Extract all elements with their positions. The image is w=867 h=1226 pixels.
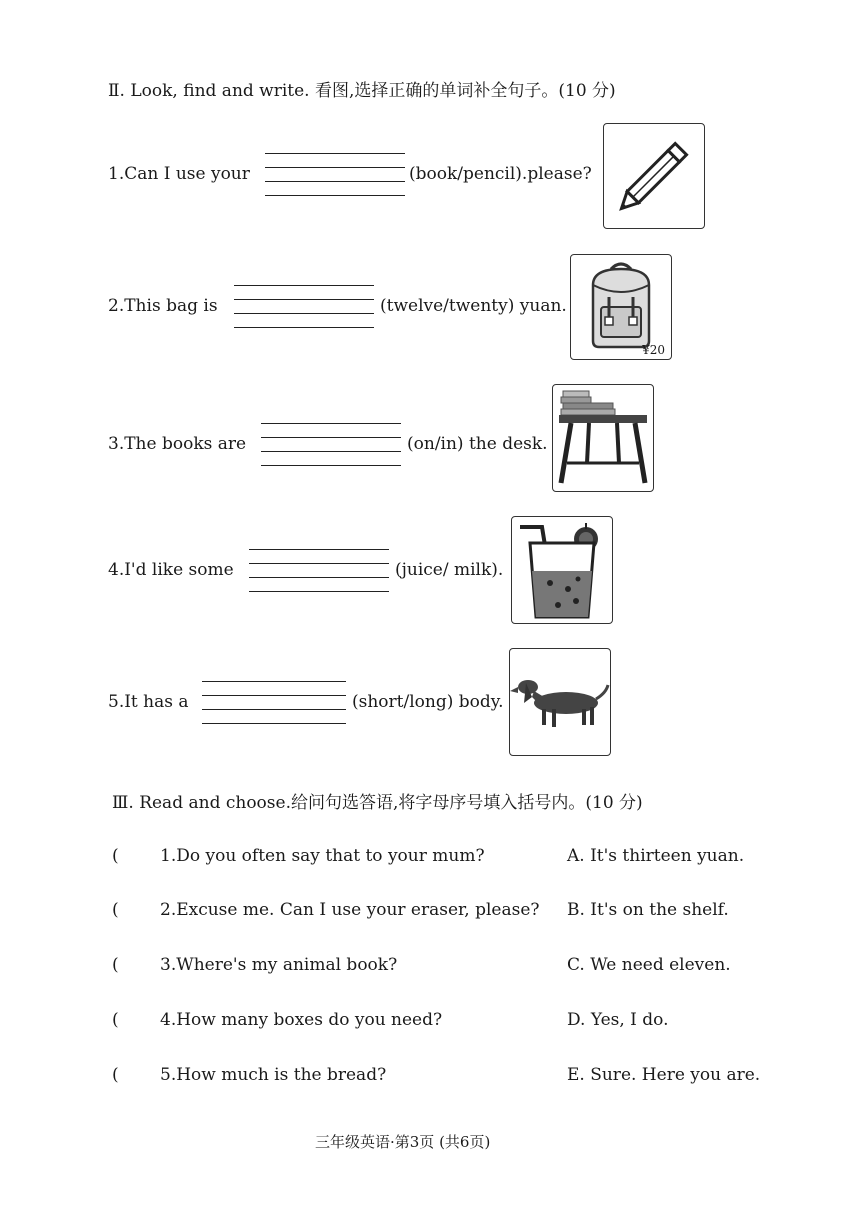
mc-question-3: 3.Where's my animal book? xyxy=(160,955,398,975)
mc-answer-e: E. Sure. Here you are. xyxy=(567,1065,761,1085)
mc-question-2: 2.Excuse me. Can I use your eraser, please? xyxy=(160,900,540,920)
question-1-text: 1.Can I use your xyxy=(108,164,250,184)
mc-answer-c: C. We need eleven. xyxy=(567,955,731,975)
question-3-options: (on/in) the desk. xyxy=(407,434,548,454)
question-4-options: (juice/ milk). xyxy=(395,560,504,580)
answer-bracket-5[interactable]: ( xyxy=(112,1065,119,1085)
question-3-answer-lines[interactable] xyxy=(261,423,401,465)
section-3-heading: Ⅲ. Read and choose.给问句选答语,将字母序号填入括号内。(10 分) xyxy=(112,793,643,813)
question-4-answer-lines[interactable] xyxy=(249,549,389,591)
page-footer: 三年级英语·第3页 (共6页) xyxy=(315,1133,491,1151)
dachshund-icon xyxy=(509,648,611,756)
pencil-icon xyxy=(603,123,705,229)
juice-glass-icon xyxy=(511,516,613,624)
mc-question-1: 1.Do you often say that to your mum? xyxy=(160,846,485,866)
answer-bracket-1[interactable]: ( xyxy=(112,846,119,866)
backpack-icon xyxy=(570,254,672,360)
question-5-options: (short/long) body. xyxy=(352,692,504,712)
price-label: ¥20 xyxy=(642,343,665,357)
question-1-options: (book/pencil).please? xyxy=(409,164,592,184)
question-1-answer-lines[interactable] xyxy=(265,153,405,195)
question-5-text: 5.It has a xyxy=(108,692,189,712)
mc-question-4: 4.How many boxes do you need? xyxy=(160,1010,443,1030)
mc-question-5: 5.How much is the bread? xyxy=(160,1065,387,1085)
mc-answer-b: B. It's on the shelf. xyxy=(567,900,729,920)
books-on-desk-icon xyxy=(552,384,654,492)
answer-bracket-2[interactable]: ( xyxy=(112,900,119,920)
question-3-text: 3.The books are xyxy=(108,434,247,454)
question-2-options: (twelve/twenty) yuan. xyxy=(380,296,567,316)
question-4-text: 4.I'd like some xyxy=(108,560,234,580)
answer-bracket-3[interactable]: ( xyxy=(112,955,119,975)
section-2-heading: Ⅱ. Look, find and write. 看图,选择正确的单词补全句子。(10 分) xyxy=(108,81,616,101)
mc-answer-a: A. It's thirteen yuan. xyxy=(567,846,745,866)
question-2-text: 2.This bag is xyxy=(108,296,218,316)
mc-answer-d: D. Yes, I do. xyxy=(567,1010,669,1030)
answer-bracket-4[interactable]: ( xyxy=(112,1010,119,1030)
question-2-answer-lines[interactable] xyxy=(234,285,374,327)
question-5-answer-lines[interactable] xyxy=(202,681,346,723)
